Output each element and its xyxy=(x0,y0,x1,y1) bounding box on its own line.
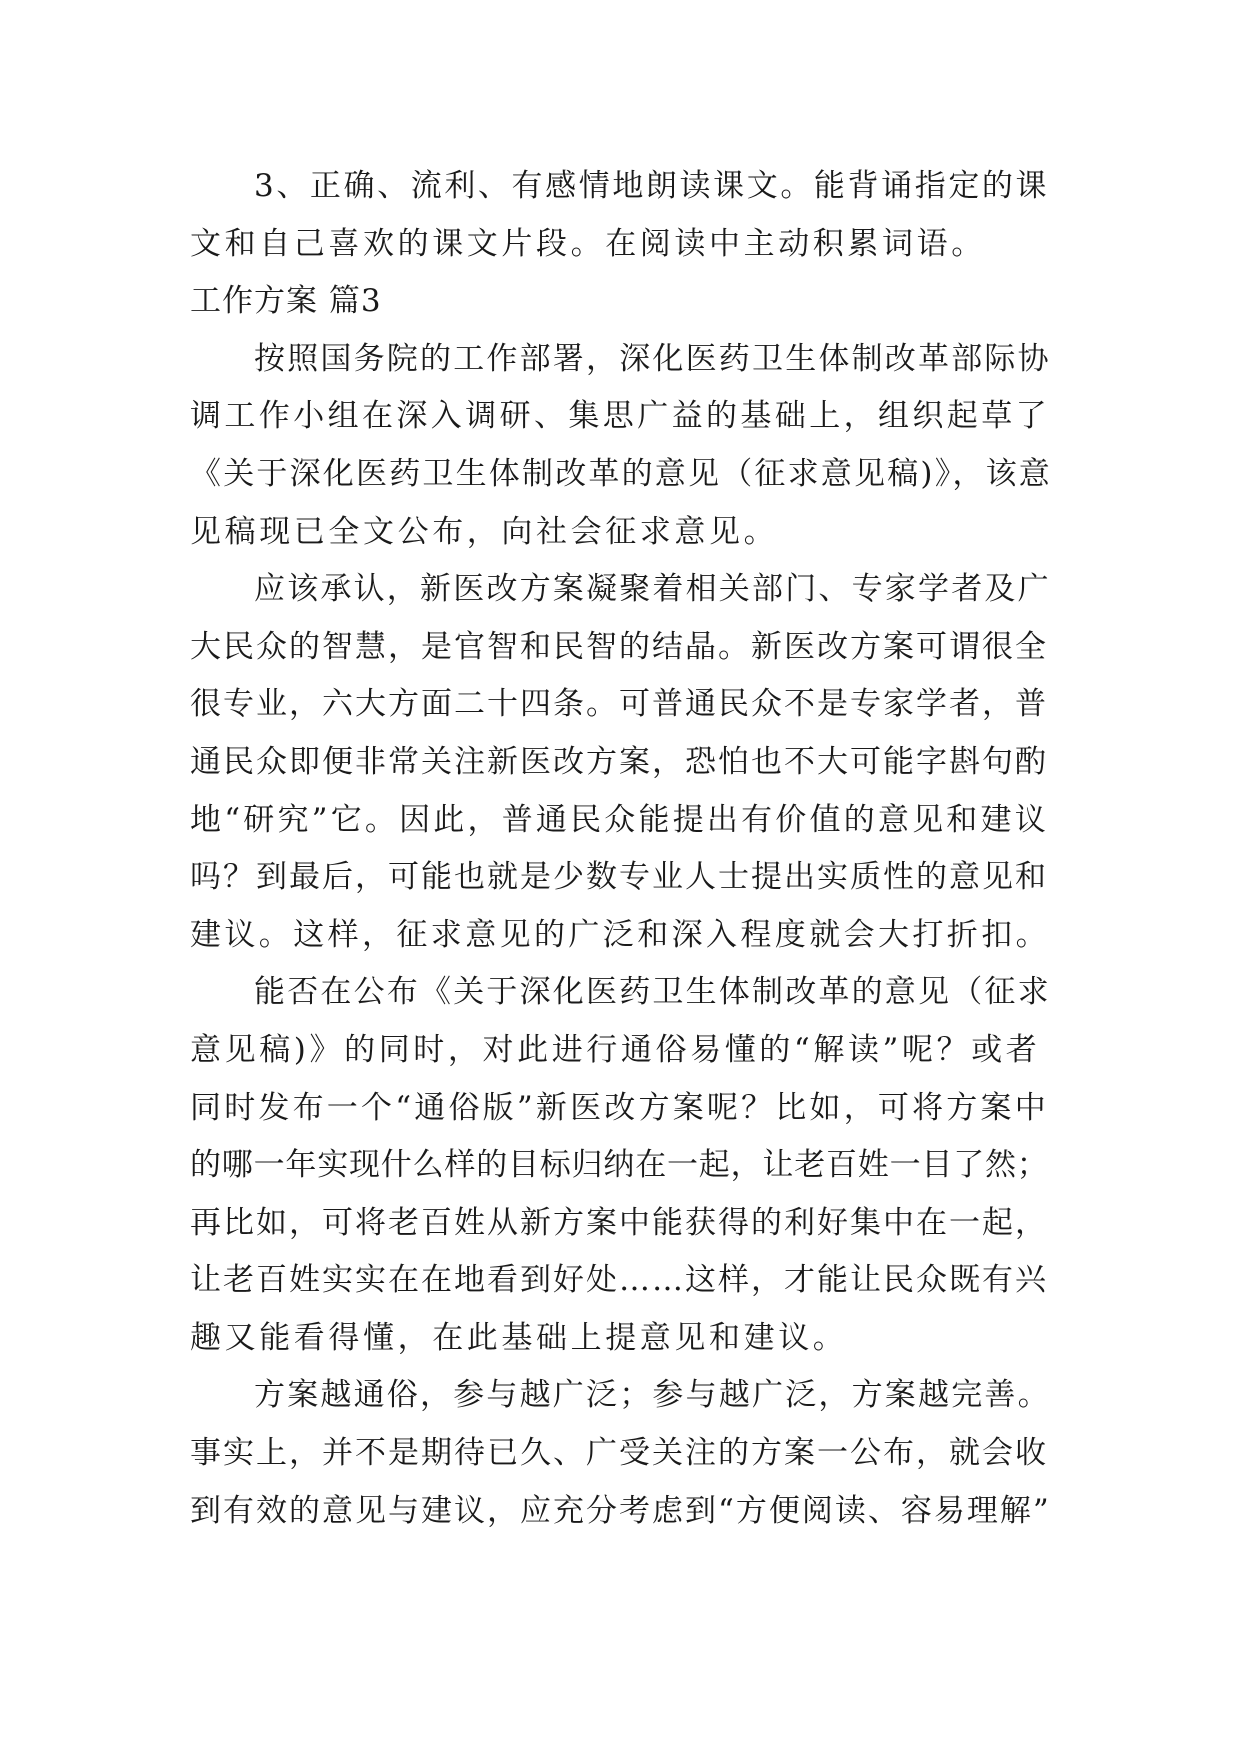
text-line: 调工作小组在深入调研、集思广益的基础上，组织起草了 xyxy=(190,398,1050,435)
text-line: 意见稿)》的同时，对此进行通俗易懂的“解读”呢？或者 xyxy=(190,1031,1041,1068)
text-line: 趣又能看得懂，在此基础上提意见和建议。 xyxy=(190,1319,848,1356)
text-line: 地“研究”它。因此，普通民众能提出有价值的意见和建议 xyxy=(190,801,1049,838)
text-line: 再比如，可将老百姓从新方案中能获得的利好集中在一起， xyxy=(190,1204,1048,1241)
text-line: 吗？到最后，可能也就是少数专业人士提出实质性的意见和 xyxy=(190,859,1048,896)
text-line: 让老百姓实实在在地看到好处……这样，才能让民众既有兴 xyxy=(190,1262,1048,1299)
text-line: 按照国务院的工作部署，深化医药卫生体制改革部际协 xyxy=(254,340,1051,377)
text-line: 大民众的智慧，是官智和民智的结晶。新医改方案可谓很全 xyxy=(190,628,1048,665)
text-line: 能否在公布《关于深化医药卫生体制改革的意见（征求 xyxy=(254,974,1051,1011)
text-line: 3、正确、流利、有感情地朗读课文。能背诵指定的课 xyxy=(254,168,1050,204)
text-line: 文和自己喜欢的课文片段。在阅读中主动积累词语。 xyxy=(190,225,986,262)
document-body xyxy=(190,158,1050,1540)
text-line: 应该承认，新医改方案凝聚着相关部门、专家学者及广 xyxy=(254,571,1051,608)
text-line: 很专业，六大方面二十四条。可普通民众不是专家学者，普 xyxy=(190,686,1048,723)
text-line: 《关于深化医药卫生体制改革的意见（征求意见稿)》，该意 xyxy=(190,455,1052,492)
section-heading: 工作方案 篇3 xyxy=(190,283,382,320)
text-line: 建议。这样，征求意见的广泛和深入程度就会大打折扣。 xyxy=(190,916,1050,953)
text-line: 到有效的意见与建议，应充分考虑到“方便阅读、容易理解” xyxy=(190,1492,1051,1529)
text-line: 事实上，并不是期待已久、广受关注的方案一公布，就会收 xyxy=(190,1435,1048,1472)
text-line: 方案越通俗，参与越广泛；参与越广泛，方案越完善。 xyxy=(254,1377,1051,1414)
text-line: 的哪一年实现什么样的目标归纳在一起，让老百姓一目了然； xyxy=(190,1147,1049,1184)
text-line: 通民众即便非常关注新医改方案，恐怕也不大可能字斟句酌 xyxy=(190,743,1048,780)
text-line: 见稿现已全文公布，向社会征求意见。 xyxy=(190,513,779,550)
text-line: 同时发布一个“通俗版”新医改方案呢？比如，可将方案中 xyxy=(190,1089,1049,1126)
